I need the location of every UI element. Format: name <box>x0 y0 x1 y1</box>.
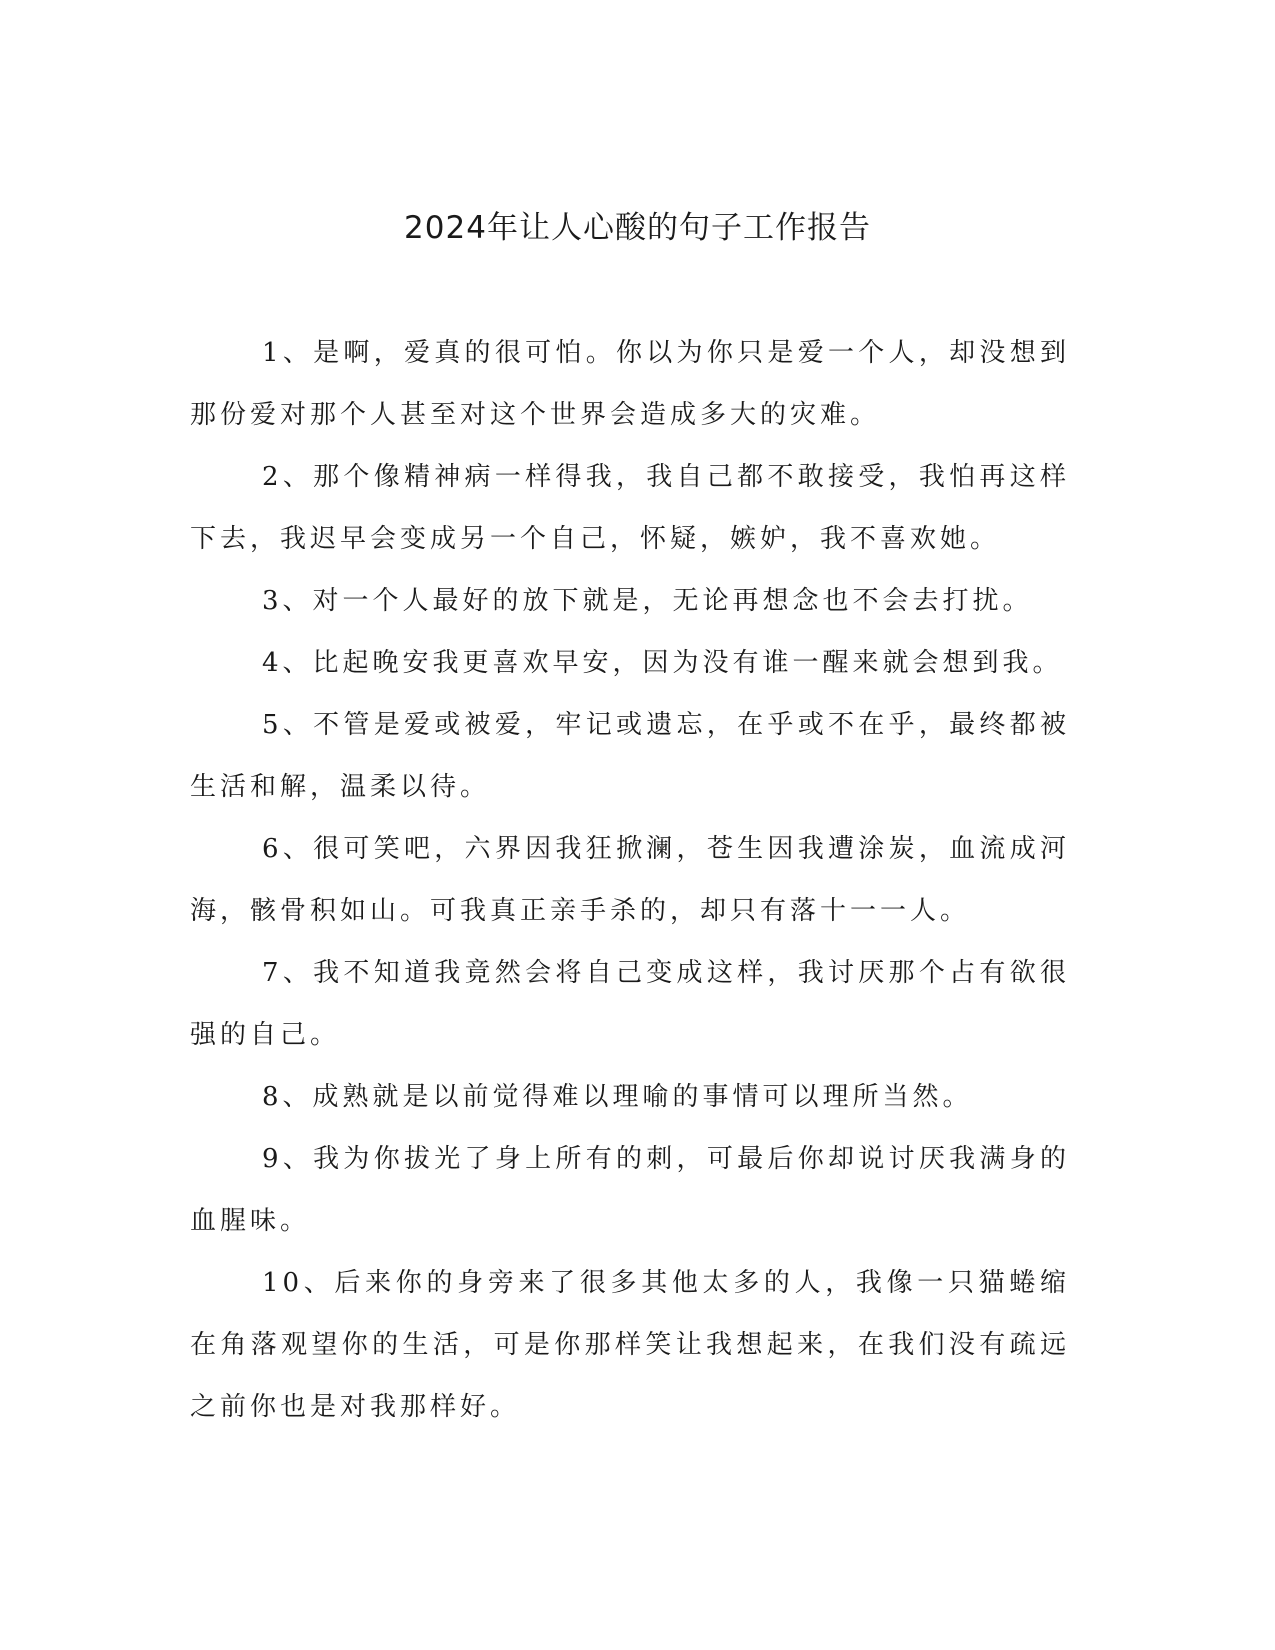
paragraph-4: 4、比起晚安我更喜欢早安，因为没有谁一醒来就会想到我。 <box>262 648 1063 678</box>
paragraph-5: 5、不管是爱或被爱，牢记或遗忘，在乎或不在乎，最终都被生活和解，温柔以待。 <box>190 710 1070 802</box>
paragraph-10: 10、后来你的身旁来了很多其他太多的人，我像一只猫蜷缩在角落观望你的生活，可是你那样笑让我想起来，在我们没有疏远之前你也是对我那样好。 <box>190 1268 1070 1422</box>
paragraph-9: 9、我为你拔光了身上所有的刺，可最后你却说讨厌我满身的血腥味。 <box>190 1144 1070 1236</box>
paragraph-8: 8、成熟就是以前觉得难以理喻的事情可以理所当然。 <box>262 1082 973 1112</box>
paragraph-3: 3、对一个人最好的放下就是，无论再想念也不会去打扰。 <box>262 586 1033 616</box>
paragraph-1: 1、是啊，爱真的很可怕。你以为你只是爱一个人，却没想到那份爱对那个人甚至对这个世界会造成多大的灾难。 <box>190 338 1070 430</box>
document-title: 2024年让人心酸的句子工作报告 <box>404 210 871 246</box>
document-body <box>190 322 1070 1438</box>
paragraph-2: 2、那个像精神病一样得我，我自己都不敢接受，我怕再这样下去，我迟早会变成另一个自己，怀疑，嫉妒，我不喜欢她。 <box>190 462 1070 554</box>
paragraph-6: 6、很可笑吧，六界因我狂掀澜，苍生因我遭涂炭，血流成河海，骸骨积如山。可我真正亲手杀的，却只有落十一一人。 <box>190 834 1070 926</box>
paragraph-7: 7、我不知道我竟然会将自己变成这样，我讨厌那个占有欲很强的自己。 <box>190 958 1070 1050</box>
